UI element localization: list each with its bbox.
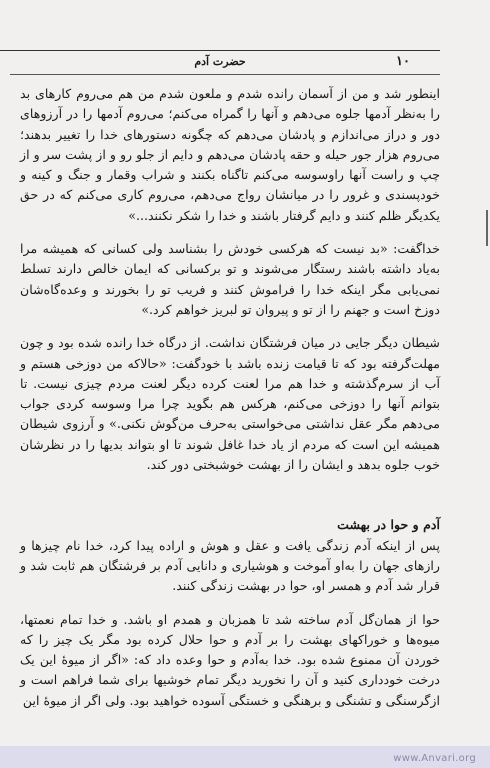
footer-band <box>0 746 490 768</box>
page-edge-mark <box>486 210 488 246</box>
top-rule <box>0 50 440 51</box>
running-head <box>0 54 490 72</box>
page-number: ۱۰ <box>396 54 410 69</box>
paragraph: شیطان دیگر جایی در میان فرشتگان نداشت. از درگاه خدا رانده شده بود و چون مهلت‌گرفته بود که تا قیامت زنده باشد با خودگفت: «حالاکه من دوزخی هستم و آب از سرم‌گذشته و خدا هم مرا لعنت کرده دیگر لعنت مردم چیزی نیست. تا بتوانم آنها را دوزخی می‌کنم، هرکس هم بگوید چرا مرا وسوسه کردی جواب می‌دهم مگر عقل نداشتی می‌خواستی به‌حرف من‌گوش نکنی.» و آرزوی شیطان همیشه این است که مردم از یاد خدا غافل شوند تا او بتواند بدیها را در نظرشان خوب جلوه بدهد و ایشان را از بهشت خوشبختی دور کند. <box>20 335 440 473</box>
paragraph: حوا از همان‌گل آدم ساخته شد تا همزبان و همدم او باشد. و خدا تمام نعمتها، میوه‌ها و خوراکهای بهشت را بر آدم و حوا حلال کرده بود مگر یک چیز را که خوردن آن ممنوع شده بود. خدا به‌آدم و حوا وعده داد که: «اگر از میوهٔ این یک درخت خودداری کنید و آن را نخورید دیگر تمام خوشیها برای شما فراهم است و ازگرسنگی و تشنگی و برهنگی و خستگی آسوده خواهید بود. ولی اگر از میوهٔ این <box>20 611 440 708</box>
section-heading: آدم و حوا در بهشت <box>337 517 440 533</box>
paragraph: خداگفت: «بد نیست که هرکسی خودش را بشناسد ولی کسانی که همیشه مرا به‌یاد داشته باشند رستگار می‌شوند و تو برکسانی که ایمان خالص دارند تسلط نمی‌یابی مگر اینکه خدا را فراموش کنند و فریب تو را بخورند و وعده‌گاه‌شان دوزخ است و جهنم را از تو و پیروان تو لبریز خواهم کرد.» <box>20 241 440 317</box>
body-text <box>20 84 440 711</box>
paragraph: پس از اینکه آدم زندگی یافت و عقل و هوش و اراده پیدا کرد، خدا نام چیزها و رازهای جهان را به‌او آموخت و هوشیاری و دانایی آدم بر فرشتگان هم ثابت شد و قرار شد آدم و همسر او، حوا در بهشت زندگی کنند. <box>20 537 440 594</box>
watermark: www.Anvari.org <box>393 753 476 764</box>
chapter-title: حضرت آدم <box>194 55 246 68</box>
paragraph: اینطور شد و من از آسمان رانده شدم و ملعون شدم من هم می‌روم کارهای بد را به‌نظر آدمها جلوه می‌دهم و آنها را گمراه می‌کنم؛ می‌روم آدمها را در آرزوهای دور و دراز می‌اندازم و پادشان می‌دهم که چگونه دستورهای خدا را تغییر بدهند؛ می‌روم هزار جور حیله و حقه پادشان می‌دهم و دایم از جلو رو و از پشت سر و از چپ و راست آنها راوسوسه می‌کنم تاگناه بکنند و شراب وقمار و جنگ و کینه و خودپسندی و غرور را در میانشان رواج می‌دهم، می‌روم کاری می‌کنم که در حق یکدیگر ظلم کنند و دایم گرفتار باشند و خدا را شکر نکنند...» <box>20 86 440 223</box>
header-rule <box>10 74 440 75</box>
